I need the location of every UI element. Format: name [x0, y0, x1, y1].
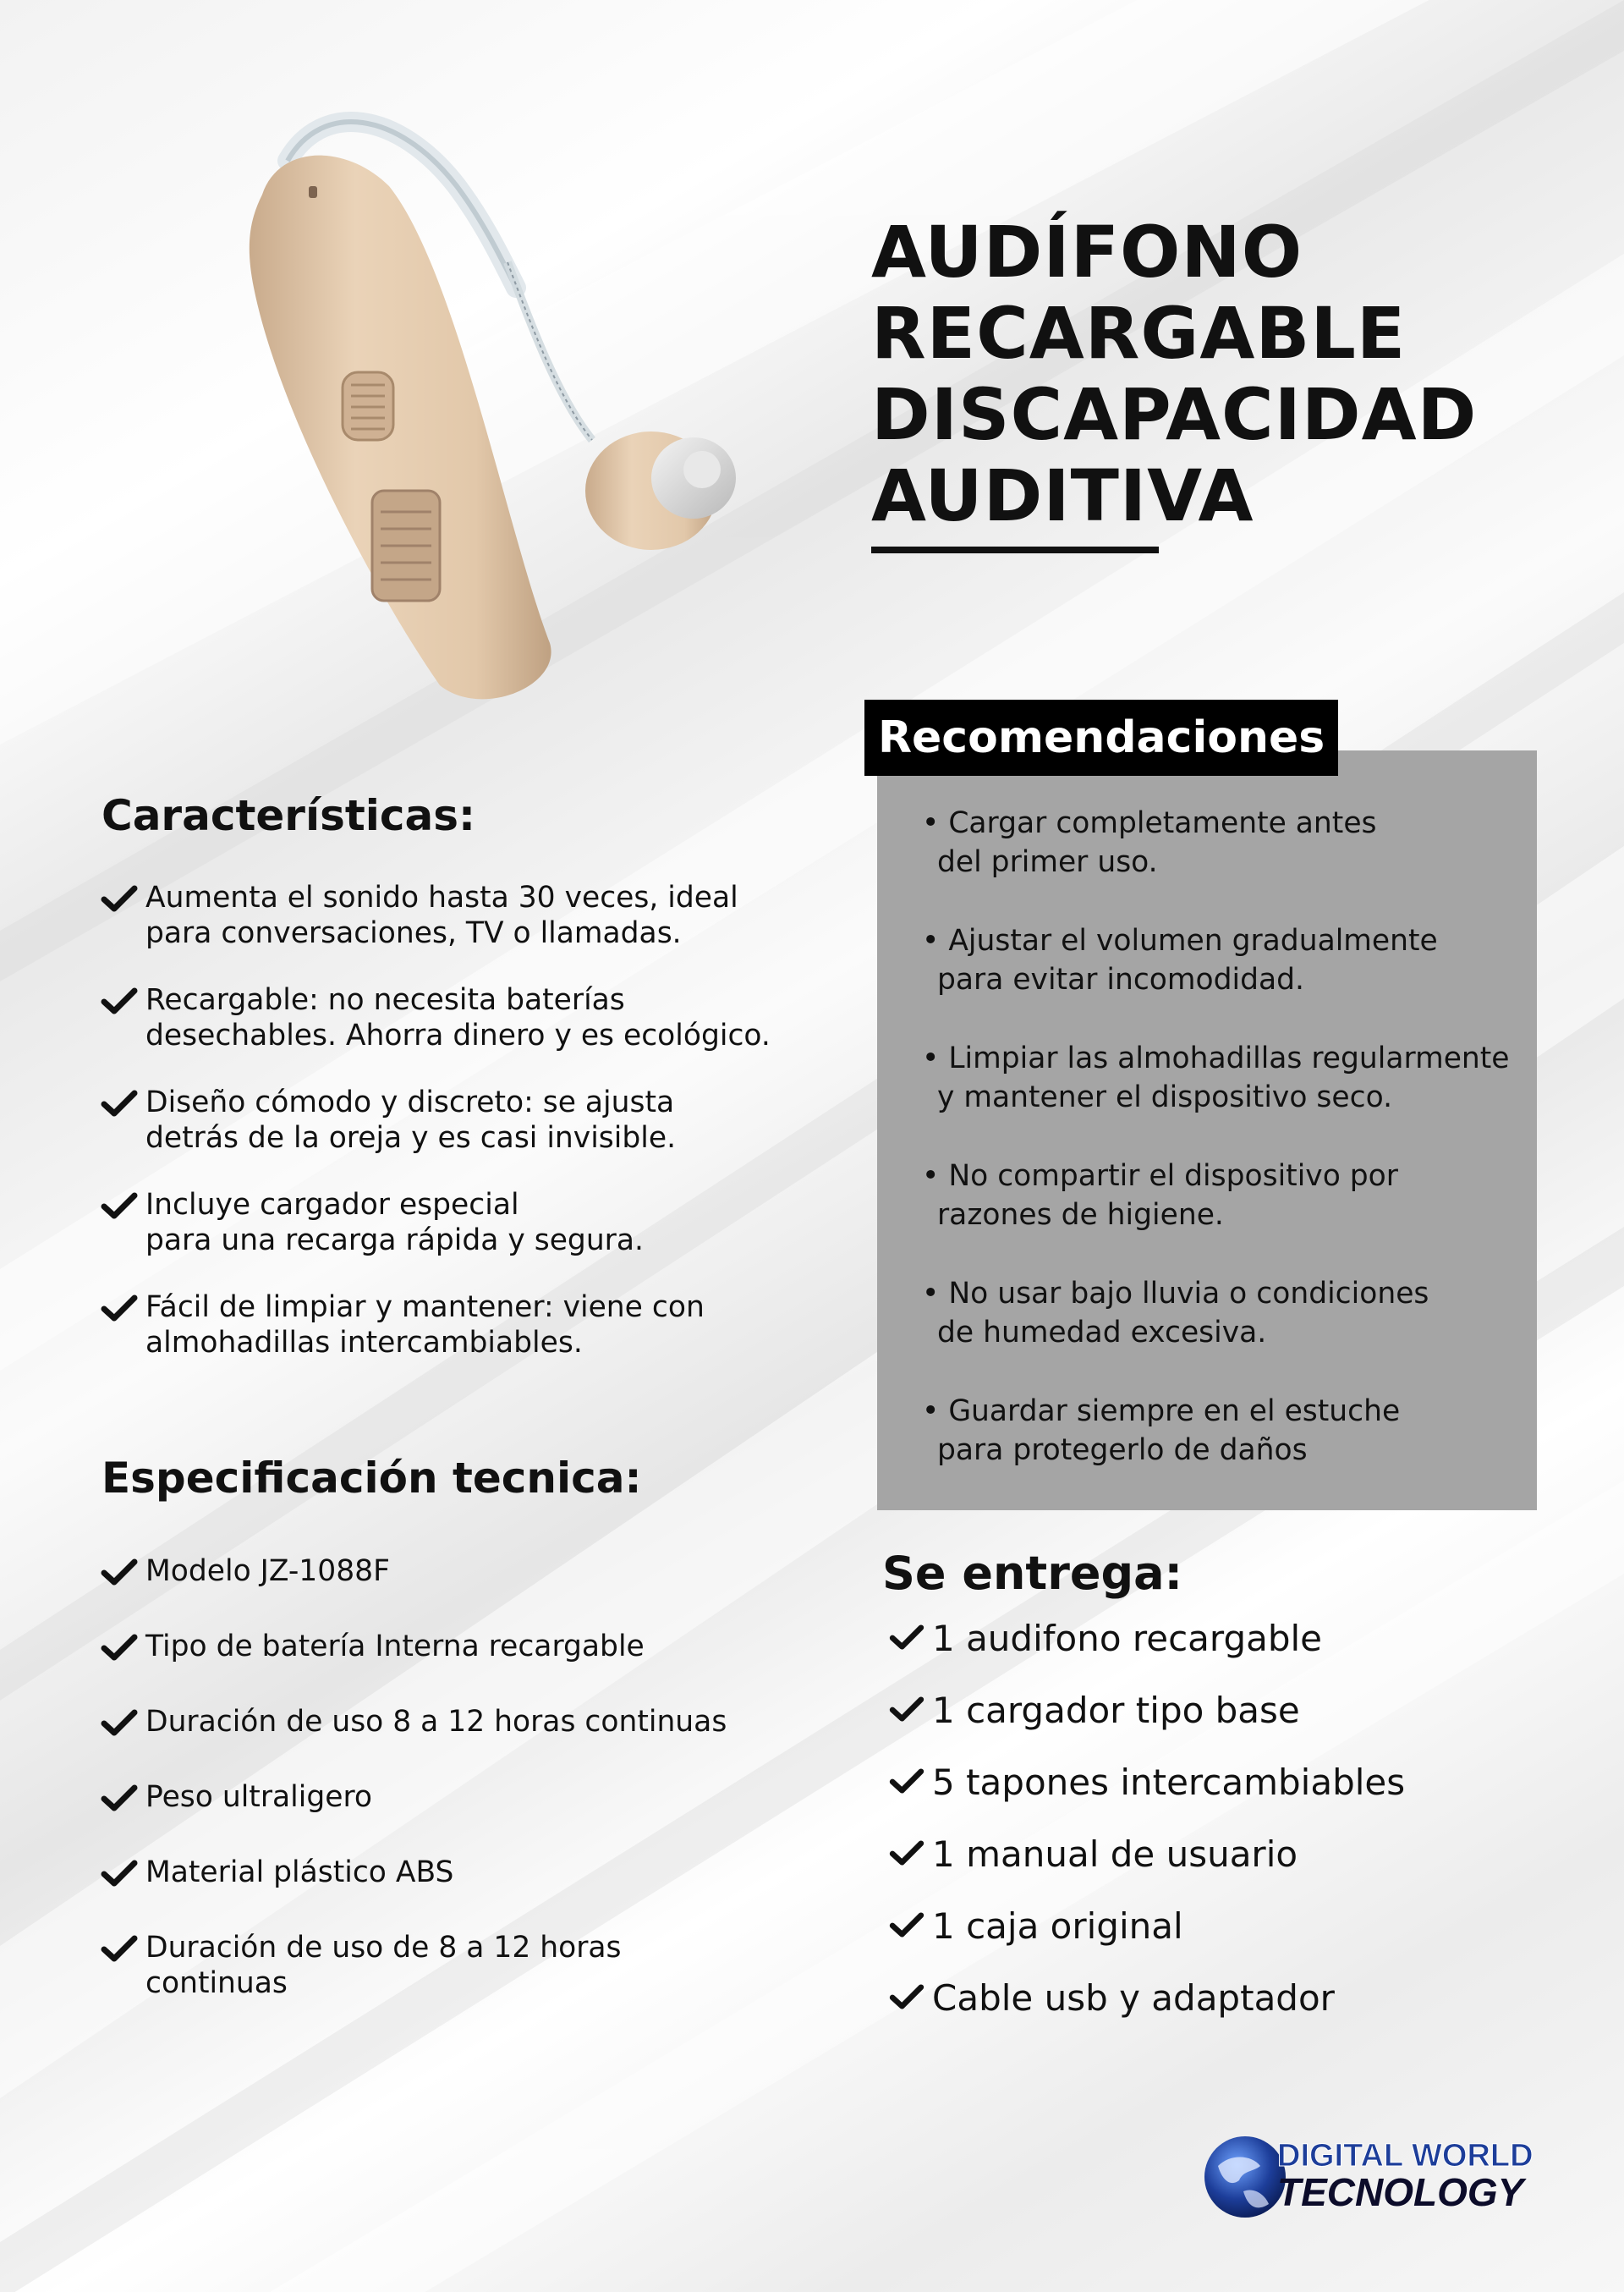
item-text: • No compartir el dispositivo por — [922, 1159, 1398, 1193]
checkmark-icon — [102, 1860, 137, 1887]
list-item — [922, 1157, 1531, 1234]
list-item — [102, 1085, 771, 1156]
checkmark-icon — [890, 1912, 924, 1937]
title-underline — [871, 547, 1159, 553]
item-text: 1 audifono recargable — [932, 1618, 1323, 1659]
item-text: • Ajustar el volumen gradualmente — [922, 924, 1438, 958]
list-item — [922, 1392, 1531, 1470]
list-item — [890, 1976, 1405, 2021]
title-line: RECARGABLE — [871, 292, 1407, 375]
list-item — [102, 1629, 727, 1664]
item-text: Recargable: no necesita baterías — [145, 983, 625, 1017]
item-text: y mantener el dispositivo seco. — [937, 1080, 1393, 1114]
item-text: Peso ultraligero — [145, 1780, 372, 1814]
list-item — [102, 982, 771, 1053]
checkmark-icon — [890, 1840, 924, 1866]
item-text: Tipo de batería Interna recargable — [145, 1630, 645, 1663]
checkmark-icon — [102, 1935, 137, 1962]
logo-text: DIGITAL WORLD — [1277, 2138, 1533, 2174]
list-item — [102, 1779, 727, 1815]
checkmark-icon — [102, 987, 137, 1014]
item-text: para una recarga rápida y segura. — [145, 1223, 644, 1257]
item-text: razones de higiene. — [937, 1198, 1224, 1232]
list-item — [102, 880, 771, 951]
page-title — [871, 212, 1477, 536]
item-text: almohadillas intercambiables. — [145, 1326, 583, 1360]
title-line: AUDÍFONO — [871, 211, 1303, 294]
list-item — [890, 1616, 1405, 1662]
checkmark-icon — [890, 1768, 924, 1794]
item-text: 1 caja original — [932, 1905, 1183, 1947]
title-line: DISCAPACIDAD — [871, 373, 1478, 456]
list-item — [922, 921, 1531, 999]
list-item — [102, 1553, 727, 1589]
list-item — [890, 1760, 1405, 1806]
list-item — [922, 1274, 1531, 1352]
item-text: Fácil de limpiar y mantener: viene con — [145, 1290, 705, 1324]
characteristics-heading: Características: — [102, 791, 476, 840]
list-item — [102, 1187, 771, 1258]
brand-logo — [1193, 2128, 1533, 2221]
recommendations-list — [922, 804, 1531, 1509]
hearing-aid-image — [228, 93, 804, 719]
list-item — [890, 1688, 1405, 1734]
specs-heading: Especificación tecnica: — [102, 1454, 642, 1503]
list-item — [890, 1904, 1405, 1949]
delivery-list — [890, 1616, 1405, 2047]
item-text: del primer uso. — [937, 845, 1158, 879]
checkmark-icon — [102, 1709, 137, 1736]
checkmark-icon — [102, 885, 137, 912]
checkmark-icon — [890, 1984, 924, 2009]
item-text: para protegerlo de daños — [937, 1433, 1308, 1467]
item-text: Modelo JZ-1088F — [145, 1554, 390, 1588]
item-text: 1 manual de usuario — [932, 1833, 1298, 1875]
item-text: Cable usb y adaptador — [932, 1977, 1335, 2019]
list-item — [890, 1832, 1405, 1877]
item-text: desechables. Ahorra dinero y es ecológico. — [145, 1019, 771, 1053]
checkmark-icon — [890, 1696, 924, 1722]
recommendations-heading: Recomendaciones — [864, 700, 1338, 776]
item-text: para evitar incomodidad. — [937, 963, 1305, 997]
checkmark-icon — [102, 1558, 137, 1586]
item-text: de humedad excesiva. — [937, 1316, 1267, 1349]
item-text: • Guardar siempre en el estuche — [922, 1394, 1401, 1428]
item-text: • Limpiar las almohadillas regularmente — [922, 1042, 1510, 1075]
checkmark-icon — [890, 1624, 924, 1650]
list-item — [102, 1855, 727, 1890]
list-item — [922, 804, 1531, 882]
title-line: AUDITIVA — [871, 454, 1254, 537]
checkmark-icon — [102, 1634, 137, 1661]
item-text: detrás de la oreja y es casi invisible. — [145, 1121, 677, 1155]
list-item — [922, 1039, 1531, 1117]
item-text: 5 tapones intercambiables — [932, 1762, 1406, 1803]
list-item — [102, 1289, 771, 1360]
specs-list — [102, 1553, 727, 2041]
delivery-heading: Se entrega: — [882, 1547, 1183, 1600]
item-text: Diseño cómodo y discreto: se ajusta — [145, 1086, 675, 1119]
item-text: • Cargar completamente antes — [922, 806, 1377, 840]
item-text: para conversaciones, TV o llamadas. — [145, 916, 682, 950]
item-text: Aumenta el sonido hasta 30 veces, ideal — [145, 881, 738, 915]
item-text: Duración de uso 8 a 12 horas continuas — [145, 1705, 727, 1739]
checkmark-icon — [102, 1784, 137, 1811]
characteristics-list — [102, 880, 771, 1392]
checkmark-icon — [102, 1294, 137, 1322]
checkmark-icon — [102, 1192, 137, 1219]
item-text: • No usar bajo lluvia o condiciones — [922, 1277, 1429, 1311]
checkmark-icon — [102, 1090, 137, 1117]
globe-icon — [1204, 2136, 1286, 2218]
item-text: Incluye cargador especial — [145, 1188, 519, 1222]
item-text: Duración de uso de 8 a 12 horas continuas — [145, 1931, 622, 2000]
list-item — [102, 1930, 721, 2001]
list-item — [102, 1704, 727, 1740]
logo-text: TECNOLOGY — [1277, 2170, 1524, 2214]
item-text: Material plástico ABS — [145, 1855, 454, 1889]
item-text: 1 cargador tipo base — [932, 1690, 1300, 1731]
